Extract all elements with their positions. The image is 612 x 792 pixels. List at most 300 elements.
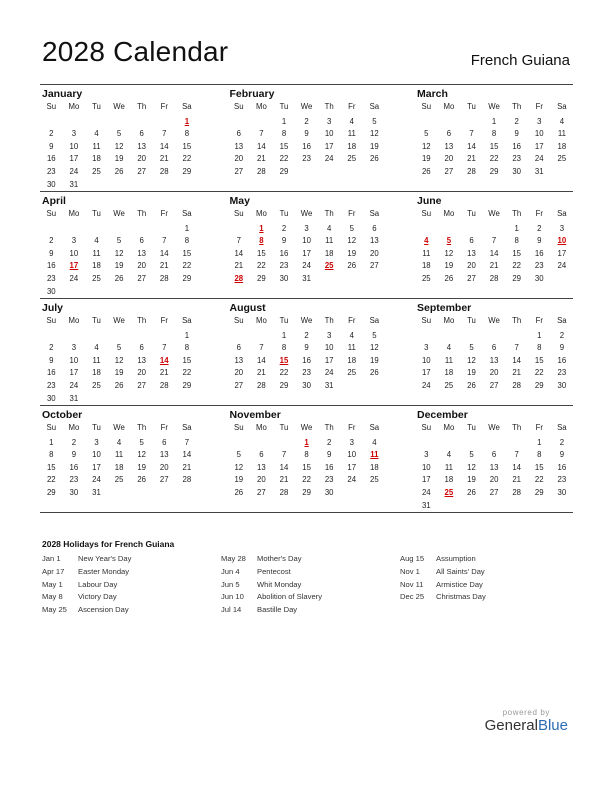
day-cell: 11 — [422, 248, 431, 258]
brand-name — [485, 717, 568, 735]
day-cell: 27 — [370, 261, 379, 271]
day-cell: 18 — [92, 154, 101, 164]
day-cell: 26 — [234, 487, 244, 497]
day-cell: 23 — [324, 475, 334, 485]
empty-day-cell — [153, 116, 176, 129]
day-cell: 25 — [370, 475, 379, 485]
day-cell: 30 — [302, 380, 311, 390]
day-cell: 17 — [557, 248, 567, 258]
weekday-header: Su — [46, 102, 57, 111]
day-cell: 27 — [234, 380, 244, 390]
day-cell: 13 — [137, 141, 147, 151]
holiday-name: Ascension Day — [78, 605, 129, 615]
day-cell: 24 — [421, 380, 431, 390]
day-cell: 12 — [234, 462, 244, 472]
day-cell: 2 — [559, 330, 565, 340]
day-cell: 25 — [347, 154, 357, 164]
holiday-date: May 8 — [42, 592, 63, 602]
month-name: January — [42, 88, 83, 100]
day-cell: 27 — [234, 166, 244, 176]
day-cell: 7 — [236, 236, 241, 246]
day-cell: 21 — [512, 368, 522, 378]
day-cell: 14 — [489, 248, 499, 258]
brand-name-blue: Blue — [537, 717, 568, 734]
day-cell: 24 — [557, 261, 567, 271]
day-cell: 2 — [49, 236, 54, 246]
day-cell: 28 — [512, 380, 522, 390]
day-cell: 22 — [46, 475, 56, 485]
month-name: August — [229, 302, 266, 314]
day-cell: 26 — [467, 380, 476, 390]
month-may — [228, 192, 386, 296]
day-cell: 24 — [92, 475, 101, 485]
weekday-header: Fr — [160, 209, 168, 218]
day-cell: 24 — [302, 261, 311, 271]
month-july — [40, 299, 198, 403]
weekday-header: We — [113, 423, 125, 432]
day-cell: 23 — [302, 154, 311, 164]
day-cell: 23 — [46, 273, 56, 283]
day-cell: 26 — [467, 487, 476, 497]
day-cell: 3 — [71, 343, 77, 353]
day-cell: 29 — [279, 380, 289, 390]
day-cell: 19 — [137, 462, 147, 472]
weekday-header: Th — [137, 423, 147, 432]
day-cell: 13 — [137, 355, 147, 365]
day-cell: 23 — [279, 261, 289, 271]
day-cell: 8 — [514, 236, 519, 246]
day-cell: 15 — [182, 355, 192, 365]
empty-day-cell — [483, 223, 506, 236]
day-cell: 6 — [372, 223, 377, 233]
holiday-name: Labour Day — [78, 579, 118, 589]
month-days-grid — [415, 208, 573, 286]
weekday-header: Sa — [182, 316, 192, 325]
day-cell: 10 — [69, 248, 79, 258]
day-cell: 20 — [257, 475, 266, 485]
day-cell: 27 — [444, 166, 454, 176]
empty-day-cell — [415, 223, 438, 236]
holiday-name: Easter Monday — [78, 566, 130, 576]
month-days-grid — [228, 315, 386, 393]
day-cell: 16 — [69, 462, 79, 472]
day-cell: 22 — [279, 368, 289, 378]
day-cell: 4 — [349, 330, 354, 340]
day-cell: 14 — [182, 450, 192, 460]
empty-day-cell — [228, 223, 251, 236]
holiday-column — [221, 553, 400, 617]
day-cell: 8 — [49, 450, 54, 460]
day-cell: 11 — [115, 450, 124, 460]
day-cell: 17 — [324, 355, 334, 365]
day-cell: 22 — [279, 154, 289, 164]
weekday-header: We — [488, 316, 500, 325]
day-cell: 2 — [49, 343, 54, 353]
day-cell: 12 — [137, 450, 147, 460]
day-cell: 13 — [444, 141, 454, 151]
day-cell: 29 — [279, 166, 289, 176]
day-cell: 6 — [139, 236, 144, 246]
day-cell: 24 — [534, 154, 544, 164]
day-cell: 14 — [467, 141, 476, 151]
day-cell: 3 — [327, 330, 332, 340]
day-cell: 5 — [372, 116, 377, 126]
weekday-header: Tu — [467, 423, 476, 432]
day-cell: 21 — [159, 261, 169, 271]
empty-day-cell — [40, 223, 63, 236]
day-cell: 27 — [137, 273, 147, 283]
weekday-header: Mo — [68, 316, 80, 325]
weekday-header: Tu — [467, 316, 476, 325]
day-cell: 5 — [372, 330, 377, 340]
day-cell: 21 — [257, 154, 266, 164]
day-cell: 30 — [534, 273, 544, 283]
empty-day-cell — [483, 437, 506, 450]
day-cell: 20 — [467, 261, 476, 271]
empty-day-cell — [505, 437, 528, 450]
day-cell: 15 — [46, 462, 56, 472]
day-cell: 29 — [489, 166, 499, 176]
empty-day-cell — [273, 437, 296, 450]
day-cell: 18 — [370, 462, 379, 472]
holiday-day-cell: 8 — [259, 236, 264, 246]
weekday-header: Th — [512, 316, 522, 325]
holiday-name: Assumption — [436, 554, 476, 563]
day-cell: 17 — [69, 368, 79, 378]
day-cell: 9 — [559, 450, 565, 460]
day-cell: 7 — [469, 129, 474, 139]
weekday-header: Mo — [443, 102, 455, 111]
weekday-header: Su — [46, 316, 57, 325]
day-cell: 14 — [257, 355, 266, 365]
weekday-header: We — [300, 316, 313, 325]
day-cell: 20 — [159, 462, 169, 472]
day-cell: 5 — [116, 129, 122, 139]
day-cell: 9 — [49, 141, 54, 151]
day-cell: 6 — [236, 129, 241, 139]
day-cell: 24 — [421, 487, 431, 497]
day-cell: 30 — [279, 273, 289, 283]
day-cell: 25 — [92, 380, 101, 390]
day-cell: 1 — [184, 330, 190, 340]
day-cell: 16 — [46, 261, 56, 271]
empty-day-cell — [153, 330, 176, 343]
day-cell: 21 — [234, 261, 244, 271]
day-cell: 12 — [114, 141, 124, 151]
day-cell: 14 — [234, 248, 244, 258]
day-cell: 11 — [444, 355, 453, 365]
day-cell: 12 — [347, 236, 357, 246]
day-cell: 7 — [259, 129, 264, 139]
day-cell: 8 — [304, 450, 309, 460]
weekday-header: Mo — [255, 316, 267, 325]
day-cell: 27 — [467, 273, 476, 283]
day-cell: 1 — [491, 116, 497, 126]
day-cell: 11 — [92, 355, 101, 365]
day-cell: 22 — [182, 261, 192, 271]
empty-day-cell — [438, 437, 461, 450]
day-cell: 20 — [444, 154, 454, 164]
weekday-header: We — [488, 423, 500, 432]
day-cell: 28 — [467, 166, 476, 176]
day-cell: 22 — [489, 154, 499, 164]
weekday-header: Fr — [535, 102, 543, 111]
holiday-item — [221, 591, 400, 604]
day-cell: 20 — [137, 261, 147, 271]
day-cell: 16 — [512, 141, 522, 151]
day-cell: 22 — [257, 261, 266, 271]
weekday-header: Tu — [467, 102, 476, 111]
month-name: February — [229, 88, 275, 100]
day-cell: 25 — [92, 273, 101, 283]
day-cell: 19 — [114, 261, 124, 271]
day-cell: 12 — [114, 248, 124, 258]
day-cell: 25 — [444, 380, 454, 390]
day-cell: 26 — [370, 368, 379, 378]
day-cell: 7 — [281, 450, 287, 460]
day-cell: 24 — [347, 475, 357, 485]
holiday-date: Dec 25 — [400, 592, 425, 602]
day-cell: 23 — [302, 368, 311, 378]
weekday-header: Tu — [279, 316, 289, 325]
weekday-header: We — [488, 102, 500, 111]
country-name: French Guiana — [470, 52, 570, 69]
day-cell: 25 — [421, 273, 431, 283]
empty-day-cell — [250, 116, 273, 129]
empty-day-cell — [130, 116, 153, 129]
empty-day-cell — [63, 223, 86, 236]
holiday-date: Apr 17 — [42, 566, 65, 576]
day-cell: 31 — [69, 179, 79, 189]
day-cell: 19 — [370, 355, 379, 365]
month-name: April — [42, 195, 66, 207]
day-cell: 7 — [162, 236, 167, 246]
holiday-column — [42, 553, 221, 617]
holiday-day-cell: 5 — [446, 236, 452, 246]
day-cell: 20 — [234, 368, 244, 378]
weekday-header: Su — [234, 102, 244, 111]
day-cell: 3 — [424, 343, 429, 353]
day-cell: 29 — [182, 166, 192, 176]
holiday-date: Jun 10 — [221, 592, 244, 602]
day-cell: 3 — [559, 223, 565, 233]
day-cell: 21 — [257, 368, 266, 378]
month-name: May — [229, 195, 250, 207]
weekday-header: Fr — [535, 423, 543, 432]
empty-day-cell — [63, 330, 86, 343]
weekday-header: Tu — [92, 316, 101, 325]
day-cell: 23 — [512, 154, 522, 164]
day-cell: 4 — [446, 343, 452, 353]
weekday-header: Fr — [535, 316, 543, 325]
day-cell: 19 — [234, 475, 244, 485]
day-cell: 16 — [46, 154, 56, 164]
day-cell: 13 — [234, 141, 244, 151]
empty-day-cell — [108, 223, 131, 236]
weekday-header: Sa — [557, 102, 567, 111]
month-june — [415, 192, 573, 296]
day-cell: 2 — [327, 437, 332, 447]
holiday-name: Whit Monday — [257, 579, 302, 589]
day-cell: 23 — [69, 475, 79, 485]
day-cell: 6 — [259, 450, 264, 460]
empty-day-cell — [228, 330, 251, 343]
day-cell: 12 — [444, 248, 454, 258]
weekday-header: Mo — [443, 209, 455, 218]
month-days-grid — [415, 422, 573, 512]
quarter-row — [40, 299, 573, 406]
day-cell: 16 — [302, 355, 311, 365]
day-cell: 12 — [421, 141, 431, 151]
day-cell: 28 — [182, 475, 192, 485]
day-cell: 15 — [182, 248, 192, 258]
month-name: September — [417, 302, 472, 314]
day-cell: 29 — [512, 273, 522, 283]
day-cell: 3 — [304, 223, 309, 233]
holiday-date: Aug 15 — [400, 554, 425, 563]
day-cell: 9 — [71, 450, 77, 460]
holiday-item — [42, 579, 221, 592]
day-cell: 18 — [557, 141, 567, 151]
month-name: December — [417, 409, 468, 421]
month-days-grid — [40, 101, 198, 191]
month-august — [228, 299, 386, 403]
day-cell: 1 — [49, 437, 54, 447]
holidays-list — [42, 553, 582, 617]
day-cell: 4 — [349, 116, 354, 126]
weekday-header: Th — [512, 102, 522, 111]
day-cell: 3 — [537, 116, 542, 126]
holiday-name: All Saints' Day — [436, 566, 485, 576]
day-cell: 23 — [46, 380, 56, 390]
day-cell: 3 — [327, 116, 332, 126]
day-cell: 28 — [159, 273, 169, 283]
day-cell: 28 — [159, 166, 169, 176]
day-cell: 25 — [347, 368, 357, 378]
calendar-grid — [40, 84, 573, 513]
day-cell: 5 — [116, 236, 122, 246]
empty-day-cell — [85, 116, 108, 129]
day-cell: 23 — [557, 368, 567, 378]
holiday-item — [400, 553, 579, 566]
holiday-item — [42, 566, 221, 579]
month-days-grid — [228, 422, 386, 500]
day-cell: 26 — [114, 380, 124, 390]
holiday-day-cell: 11 — [370, 450, 379, 460]
day-cell: 5 — [139, 437, 144, 447]
day-cell: 28 — [279, 487, 289, 497]
quarter-row — [40, 85, 573, 192]
day-cell: 15 — [534, 462, 544, 472]
holiday-item — [42, 553, 221, 566]
day-cell: 16 — [46, 368, 56, 378]
weekday-header: Sa — [557, 423, 567, 432]
weekday-header: Th — [324, 209, 334, 218]
day-cell: 6 — [491, 450, 497, 460]
weekday-header: Tu — [279, 102, 289, 111]
day-cell: 4 — [559, 116, 565, 126]
holiday-item — [42, 591, 221, 604]
day-cell: 31 — [421, 500, 431, 510]
day-cell: 29 — [46, 487, 56, 497]
day-cell: 27 — [137, 380, 147, 390]
day-cell: 21 — [512, 475, 522, 485]
day-cell: 26 — [114, 273, 124, 283]
holiday-item — [221, 553, 400, 566]
day-cell: 3 — [71, 129, 77, 139]
month-days-grid — [228, 208, 386, 286]
day-cell: 18 — [347, 355, 357, 365]
day-cell: 18 — [92, 368, 101, 378]
day-cell: 14 — [159, 141, 169, 151]
day-cell: 30 — [512, 166, 522, 176]
day-cell: 2 — [537, 223, 542, 233]
weekday-header: We — [300, 102, 313, 111]
day-cell: 11 — [347, 343, 356, 353]
day-cell: 9 — [537, 236, 542, 246]
day-cell: 13 — [489, 355, 499, 365]
day-cell: 28 — [512, 487, 522, 497]
day-cell: 30 — [69, 487, 79, 497]
day-cell: 19 — [467, 368, 476, 378]
day-cell: 8 — [184, 129, 190, 139]
holiday-date: Jul 14 — [221, 605, 242, 615]
day-cell: 14 — [257, 141, 266, 151]
day-cell: 22 — [534, 475, 544, 485]
day-cell: 18 — [114, 462, 124, 472]
month-name: July — [42, 302, 64, 314]
day-cell: 2 — [281, 223, 287, 233]
day-cell: 31 — [69, 393, 79, 403]
empty-day-cell — [153, 223, 176, 236]
holiday-name: New Year's Day — [78, 554, 132, 563]
day-cell: 14 — [159, 248, 169, 258]
brand-logo[interactable] — [485, 708, 568, 735]
day-cell: 4 — [94, 236, 99, 246]
day-cell: 27 — [137, 166, 147, 176]
day-cell: 7 — [162, 129, 167, 139]
holiday-day-cell: 1 — [259, 223, 264, 233]
day-cell: 16 — [534, 248, 544, 258]
day-cell: 29 — [182, 380, 192, 390]
weekday-header: Fr — [160, 316, 168, 325]
empty-day-cell — [438, 223, 461, 236]
empty-day-cell — [85, 223, 108, 236]
weekday-header: Fr — [535, 209, 543, 218]
day-cell: 2 — [49, 129, 54, 139]
powered-by-label: powered by — [502, 708, 550, 717]
holiday-date: May 28 — [221, 554, 246, 563]
weekday-header: Su — [46, 423, 57, 432]
day-cell: 8 — [491, 129, 497, 139]
day-cell: 28 — [257, 380, 266, 390]
month-january — [40, 85, 198, 189]
weekday-header: We — [113, 209, 125, 218]
holiday-day-cell: 1 — [304, 437, 309, 447]
day-cell: 7 — [184, 437, 190, 447]
weekday-header: Th — [512, 209, 522, 218]
holiday-item — [400, 591, 579, 604]
empty-day-cell — [415, 116, 438, 129]
weekday-header: We — [300, 209, 313, 218]
day-cell: 17 — [324, 141, 334, 151]
holiday-item — [400, 566, 579, 579]
day-cell: 12 — [370, 129, 379, 139]
weekday-header: Tu — [467, 209, 476, 218]
weekday-header: Fr — [348, 209, 356, 218]
day-cell: 5 — [236, 450, 241, 460]
weekday-header: We — [113, 316, 125, 325]
